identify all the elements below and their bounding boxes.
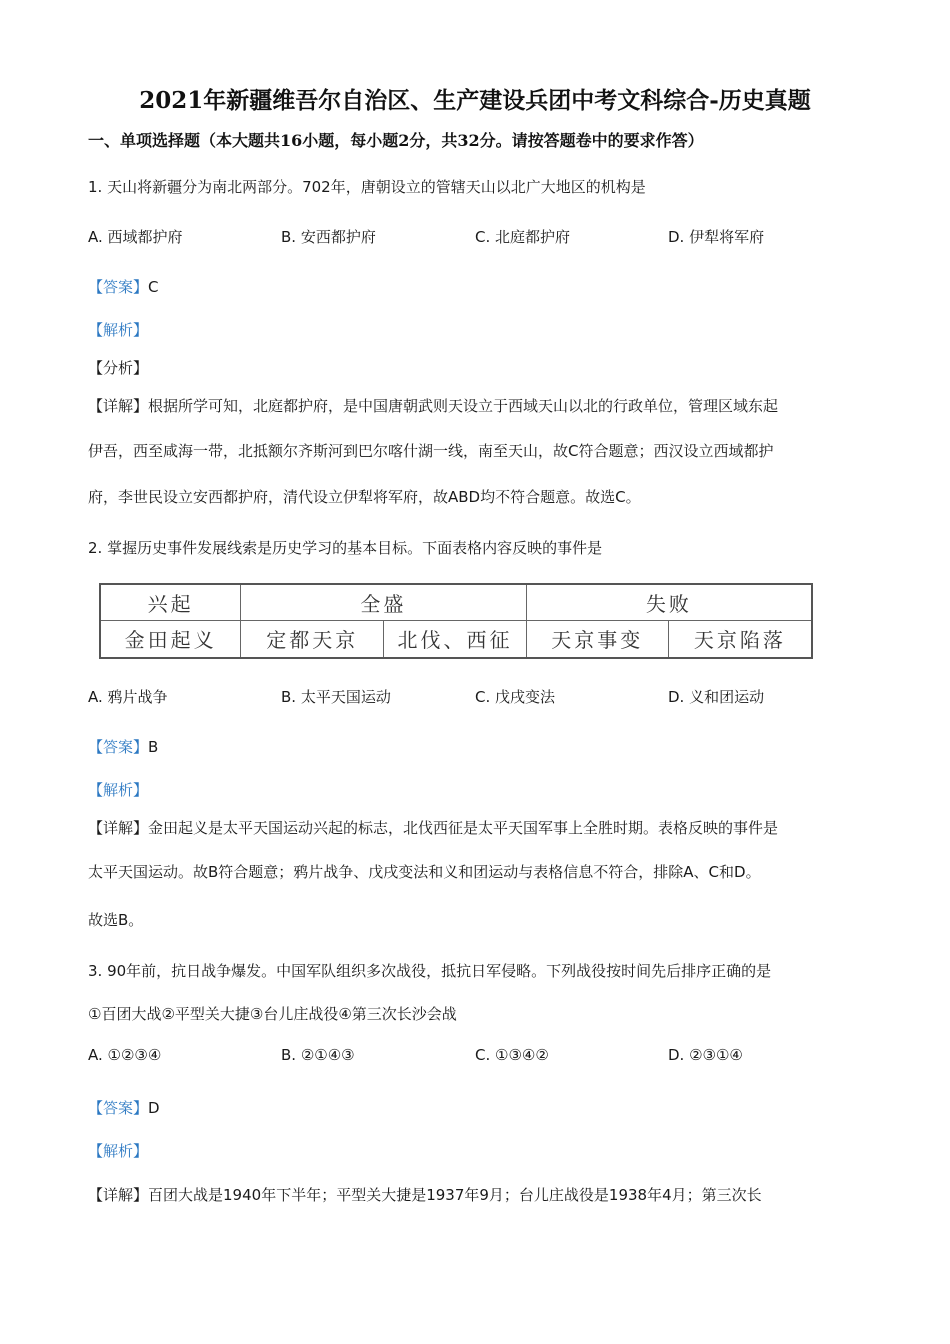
q1-fenxi-label: 【分析】 (88, 359, 149, 377)
q3-analysis-label: 【解析】 (88, 1142, 149, 1160)
answer-label: 【答案】 (88, 738, 149, 756)
q1-option-c: C. 北庭都护府 (475, 228, 571, 246)
q3-answer (88, 1097, 160, 1118)
table-header-rise: 兴起 (100, 584, 241, 620)
q2-detail-line-2: 太平天国运动。故B符合题意；鸦片战争、戊戌变法和义和团运动与表格信息不符合，排除A、C和D。 (88, 863, 761, 881)
q3-detail-line-1 (88, 1184, 762, 1205)
q1-option-d: D. 伊犁将军府 (668, 228, 765, 246)
q1-detail-line-2: 伊吾，西至咸海一带，北抵额尔齐斯河到巴尔喀什湖一线，南至天山，故C符合题意；西汉设立西域都护 (88, 442, 774, 460)
question-2-stem: 2. 掌握历史事件发展线索是历史学习的基本目标。下面表格内容反映的事件是 (88, 539, 603, 557)
answer-value: C (148, 278, 159, 296)
table-cell: 天京事变 (526, 620, 668, 658)
detail-label: 【详解】 (88, 397, 149, 415)
table-cell: 定都天京 (241, 620, 384, 658)
q2-option-a: A. 鸦片战争 (88, 688, 168, 706)
table-header-failure: 失败 (526, 584, 812, 620)
q3-option-c: C. ①③④② (475, 1046, 549, 1064)
table-cell: 天京陷落 (668, 620, 812, 658)
q3-option-d: D. ②③①④ (668, 1046, 743, 1064)
q1-option-b: B. 安西都护府 (281, 228, 376, 246)
answer-label: 【答案】 (88, 278, 149, 296)
detail-text: 根据所学可知，北庭都护府，是中国唐朝武则天设立于西域天山以北的行政单位，管理区域东起 (148, 397, 779, 415)
history-table (99, 583, 813, 659)
answer-value: B (148, 738, 159, 756)
detail-text: 百团大战是1940年下半年；平型关大捷是1937年9月；台儿庄战役是1938年4月；第三次长 (148, 1186, 762, 1204)
detail-text: 金田起义是太平天国运动兴起的标志，北伐西征是太平天国军事上全胜时期。表格反映的事件是 (148, 819, 779, 837)
q2-option-b: B. 太平天国运动 (281, 688, 391, 706)
table-cell: 金田起义 (100, 620, 241, 658)
table-cell: 北伐、西征 (384, 620, 526, 658)
question-1-stem: 1. 天山将新疆分为南北两部分。702年，唐朝设立的管辖天山以北广大地区的机构是 (88, 178, 646, 196)
q1-answer (88, 276, 159, 297)
q2-detail-line-3: 故选B。 (88, 911, 144, 929)
detail-label: 【详解】 (88, 1186, 149, 1204)
page-title: 2021年新疆维吾尔自治区、生产建设兵团中考文科综合-历史真题 (139, 87, 811, 114)
q1-detail-line-1 (88, 395, 778, 416)
answer-label: 【答案】 (88, 1099, 149, 1117)
detail-label: 【详解】 (88, 819, 149, 837)
q1-option-a: A. 西域都护府 (88, 228, 183, 246)
question-3-items: ①百团大战②平型关大捷③台儿庄战役④第三次长沙会战 (88, 1005, 457, 1023)
q3-option-a: A. ①②③④ (88, 1046, 162, 1064)
q2-option-c: C. 戊戌变法 (475, 688, 556, 706)
q2-analysis-label: 【解析】 (88, 781, 149, 799)
section-heading: 一、单项选择题（本大题共16小题，每小题2分，共32分。请按答题卷中的要求作答） (88, 131, 704, 150)
q3-option-b: B. ②①④③ (281, 1046, 355, 1064)
q1-detail-line-3: 府，李世民设立安西都护府，清代设立伊犁将军府，故ABD均不符合题意。故选C。 (88, 488, 641, 506)
question-3-stem: 3. 90年前，抗日战争爆发。中国军队组织多次战役，抵抗日军侵略。下列战役按时间先后排序正确的是 (88, 962, 772, 980)
table-header-peak: 全盛 (241, 584, 526, 620)
q2-detail-line-1 (88, 817, 778, 838)
answer-value: D (148, 1099, 160, 1117)
q2-answer (88, 736, 158, 757)
q1-analysis-label: 【解析】 (88, 321, 149, 339)
q2-option-d: D. 义和团运动 (668, 688, 765, 706)
